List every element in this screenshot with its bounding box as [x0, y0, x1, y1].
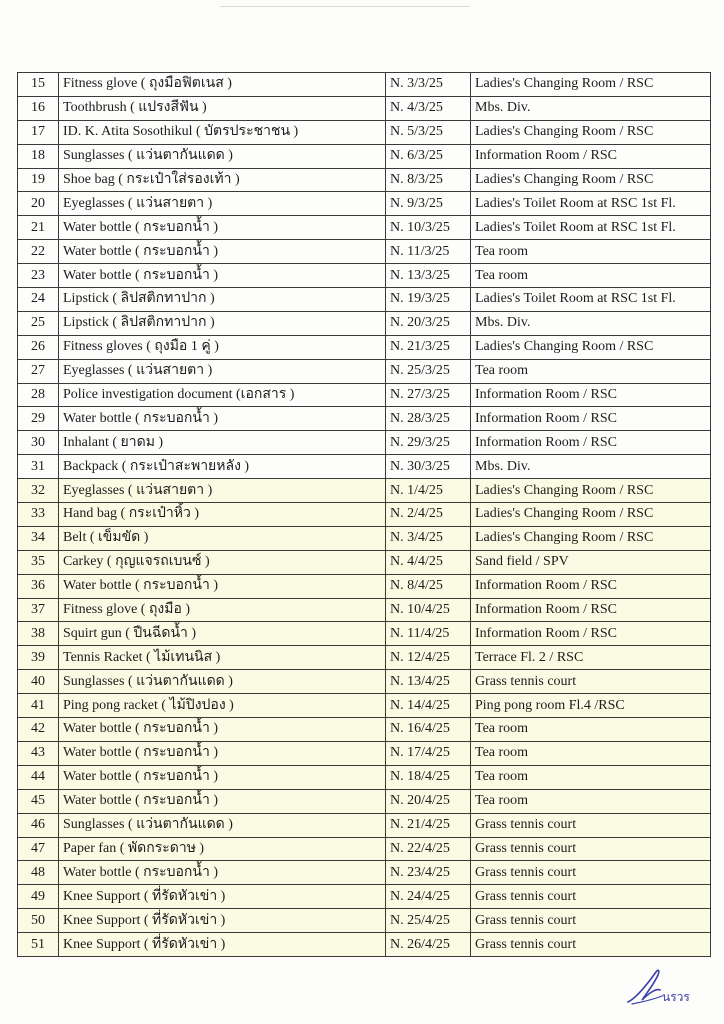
table-row — [18, 96, 711, 120]
row-number-cell: 16 — [18, 96, 59, 120]
table-row — [18, 120, 711, 144]
table-row — [18, 264, 711, 288]
item-code-cell: N. 16/4/25 — [386, 718, 471, 742]
item-description-cell: Fitness glove ( ถุงมือฟิตเนส ) — [59, 73, 386, 97]
table-row — [18, 861, 711, 885]
item-code-cell: N. 25/4/25 — [386, 909, 471, 933]
found-location-cell: Ladies's Changing Room / RSC — [471, 120, 711, 144]
table-row — [18, 574, 711, 598]
found-location-cell: Tea room — [471, 264, 711, 288]
table-row — [18, 694, 711, 718]
item-description-cell: Tennis Racket ( ไม้เทนนิส ) — [59, 646, 386, 670]
item-code-cell: N. 21/3/25 — [386, 335, 471, 359]
found-location-cell: Ladies's Changing Room / RSC — [471, 479, 711, 503]
item-description-cell: Water bottle ( กระบอกน้ำ ) — [59, 718, 386, 742]
found-location-cell: Ladies's Changing Room / RSC — [471, 503, 711, 527]
row-number-cell: 47 — [18, 837, 59, 861]
table-row — [18, 933, 711, 957]
item-code-cell: N. 24/4/25 — [386, 885, 471, 909]
item-code-cell: N. 10/3/25 — [386, 216, 471, 240]
item-code-cell: N. 2/4/25 — [386, 503, 471, 527]
item-description-cell: Police investigation document (เอกสาร ) — [59, 383, 386, 407]
item-description-cell: Water bottle ( กระบอกน้ำ ) — [59, 216, 386, 240]
row-number-cell: 43 — [18, 741, 59, 765]
item-description-cell: Paper fan ( พัดกระดาษ ) — [59, 837, 386, 861]
item-code-cell: N. 12/4/25 — [386, 646, 471, 670]
table-row — [18, 598, 711, 622]
item-code-cell: N. 8/4/25 — [386, 574, 471, 598]
item-description-cell: Lipstick ( ลิปสติกทาปาก ) — [59, 311, 386, 335]
table-row — [18, 526, 711, 550]
found-location-cell: Information Room / RSC — [471, 598, 711, 622]
item-code-cell: N. 11/3/25 — [386, 240, 471, 264]
item-code-cell: N. 23/4/25 — [386, 861, 471, 885]
row-number-cell: 22 — [18, 240, 59, 264]
found-location-cell: Tea room — [471, 240, 711, 264]
found-location-cell: Ladies's Changing Room / RSC — [471, 526, 711, 550]
item-code-cell: N. 22/4/25 — [386, 837, 471, 861]
found-location-cell: Information Room / RSC — [471, 144, 711, 168]
row-number-cell: 32 — [18, 479, 59, 503]
item-description-cell: Water bottle ( กระบอกน้ำ ) — [59, 264, 386, 288]
found-location-cell: Ladies's Toilet Room at RSC 1st Fl. — [471, 216, 711, 240]
found-location-cell: Tea room — [471, 741, 711, 765]
item-code-cell: N. 30/3/25 — [386, 455, 471, 479]
found-location-cell: Mbs. Div. — [471, 311, 711, 335]
row-number-cell: 27 — [18, 359, 59, 383]
table-row — [18, 359, 711, 383]
item-code-cell: N. 20/4/25 — [386, 789, 471, 813]
table-row — [18, 383, 711, 407]
found-location-cell: Grass tennis court — [471, 933, 711, 957]
item-description-cell: Sunglasses ( แว่นตากันแดด ) — [59, 670, 386, 694]
item-description-cell: Eyeglasses ( แว่นสายตา ) — [59, 359, 386, 383]
item-code-cell: N. 4/4/25 — [386, 550, 471, 574]
item-description-cell: Water bottle ( กระบอกน้ำ ) — [59, 741, 386, 765]
item-description-cell: Water bottle ( กระบอกน้ำ ) — [59, 789, 386, 813]
signature-initials: นรวร — [662, 990, 690, 1004]
item-code-cell: N. 29/3/25 — [386, 431, 471, 455]
row-number-cell: 37 — [18, 598, 59, 622]
table-row — [18, 885, 711, 909]
table-row — [18, 718, 711, 742]
found-location-cell: Sand field / SPV — [471, 550, 711, 574]
table-row — [18, 288, 711, 312]
row-number-cell: 44 — [18, 765, 59, 789]
item-code-cell: N. 6/3/25 — [386, 144, 471, 168]
item-code-cell: N. 21/4/25 — [386, 813, 471, 837]
item-description-cell: Sunglasses ( แว่นตากันแดด ) — [59, 144, 386, 168]
item-description-cell: Fitness glove ( ถุงมือ ) — [59, 598, 386, 622]
item-description-cell: Inhalant ( ยาดม ) — [59, 431, 386, 455]
item-code-cell: N. 13/4/25 — [386, 670, 471, 694]
table-row — [18, 407, 711, 431]
found-location-cell: Information Room / RSC — [471, 407, 711, 431]
table-row — [18, 168, 711, 192]
item-code-cell: N. 28/3/25 — [386, 407, 471, 431]
table-row — [18, 741, 711, 765]
item-code-cell: N. 5/3/25 — [386, 120, 471, 144]
item-code-cell: N. 25/3/25 — [386, 359, 471, 383]
row-number-cell: 19 — [18, 168, 59, 192]
found-location-cell: Grass tennis court — [471, 909, 711, 933]
row-number-cell: 39 — [18, 646, 59, 670]
found-location-cell: Information Room / RSC — [471, 574, 711, 598]
found-location-cell: Ladies's Toilet Room at RSC 1st Fl. — [471, 288, 711, 312]
row-number-cell: 33 — [18, 503, 59, 527]
table-row — [18, 789, 711, 813]
item-description-cell: Shoe bag ( กระเป๋าใส่รองเท้า ) — [59, 168, 386, 192]
table-row — [18, 909, 711, 933]
found-location-cell: Tea room — [471, 718, 711, 742]
item-code-cell: N. 13/3/25 — [386, 264, 471, 288]
row-number-cell: 48 — [18, 861, 59, 885]
item-description-cell: Knee Support ( ที่รัดหัวเข่า ) — [59, 933, 386, 957]
row-number-cell: 21 — [18, 216, 59, 240]
table-row — [18, 455, 711, 479]
row-number-cell: 40 — [18, 670, 59, 694]
item-code-cell: N. 27/3/25 — [386, 383, 471, 407]
item-description-cell: Ping pong racket ( ไม้ปิงปอง ) — [59, 694, 386, 718]
row-number-cell: 20 — [18, 192, 59, 216]
item-description-cell: Knee Support ( ที่รัดหัวเข่า ) — [59, 909, 386, 933]
item-description-cell: Lipstick ( ลิปสติกทาปาก ) — [59, 288, 386, 312]
item-description-cell: Water bottle ( กระบอกน้ำ ) — [59, 765, 386, 789]
found-location-cell: Mbs. Div. — [471, 455, 711, 479]
item-code-cell: N. 14/4/25 — [386, 694, 471, 718]
item-code-cell: N. 3/4/25 — [386, 526, 471, 550]
item-description-cell: Carkey ( กุญแจรถเบนซ์ ) — [59, 550, 386, 574]
found-location-cell: Grass tennis court — [471, 837, 711, 861]
row-number-cell: 30 — [18, 431, 59, 455]
row-number-cell: 49 — [18, 885, 59, 909]
row-number-cell: 25 — [18, 311, 59, 335]
item-description-cell: Belt ( เข็มขัด ) — [59, 526, 386, 550]
item-description-cell: Fitness gloves ( ถุงมือ 1 คู่ ) — [59, 335, 386, 359]
table-row — [18, 813, 711, 837]
found-location-cell: Ladies's Changing Room / RSC — [471, 335, 711, 359]
table-row — [18, 73, 711, 97]
item-description-cell: Knee Support ( ที่รัดหัวเข่า ) — [59, 885, 386, 909]
table-row — [18, 335, 711, 359]
table-row — [18, 311, 711, 335]
row-number-cell: 36 — [18, 574, 59, 598]
item-code-cell: N. 10/4/25 — [386, 598, 471, 622]
found-location-cell: Ladies's Toilet Room at RSC 1st Fl. — [471, 192, 711, 216]
found-location-cell: Grass tennis court — [471, 861, 711, 885]
table-row — [18, 216, 711, 240]
found-location-cell: Ladies's Changing Room / RSC — [471, 168, 711, 192]
item-description-cell: Water bottle ( กระบอกน้ำ ) — [59, 407, 386, 431]
item-code-cell: N. 20/3/25 — [386, 311, 471, 335]
row-number-cell: 35 — [18, 550, 59, 574]
found-location-cell: Tea room — [471, 789, 711, 813]
table-row — [18, 240, 711, 264]
found-location-cell: Grass tennis court — [471, 813, 711, 837]
found-location-cell: Tea room — [471, 765, 711, 789]
item-description-cell: Squirt gun ( ปืนฉีดน้ำ ) — [59, 622, 386, 646]
table-row — [18, 479, 711, 503]
item-description-cell: Water bottle ( กระบอกน้ำ ) — [59, 574, 386, 598]
item-description-cell: Hand bag ( กระเป๋าหิ้ว ) — [59, 503, 386, 527]
table-row — [18, 431, 711, 455]
row-number-cell: 34 — [18, 526, 59, 550]
row-number-cell: 50 — [18, 909, 59, 933]
item-code-cell: N. 19/3/25 — [386, 288, 471, 312]
found-location-cell: Terrace Fl. 2 / RSC — [471, 646, 711, 670]
table-row — [18, 550, 711, 574]
found-location-cell: Ping pong room Fl.4 /RSC — [471, 694, 711, 718]
row-number-cell: 51 — [18, 933, 59, 957]
found-location-cell: Grass tennis court — [471, 670, 711, 694]
found-location-cell: Information Room / RSC — [471, 431, 711, 455]
row-number-cell: 29 — [18, 407, 59, 431]
item-description-cell: Water bottle ( กระบอกน้ำ ) — [59, 240, 386, 264]
item-code-cell: N. 17/4/25 — [386, 741, 471, 765]
item-code-cell: N. 26/4/25 — [386, 933, 471, 957]
table-body — [18, 73, 711, 957]
item-description-cell: Eyeglasses ( แว่นสายตา ) — [59, 479, 386, 503]
table-row — [18, 646, 711, 670]
item-description-cell: Eyeglasses ( แว่นสายตา ) — [59, 192, 386, 216]
item-code-cell: N. 18/4/25 — [386, 765, 471, 789]
table-row — [18, 144, 711, 168]
item-code-cell: N. 11/4/25 — [386, 622, 471, 646]
found-location-cell: Tea room — [471, 359, 711, 383]
row-number-cell: 45 — [18, 789, 59, 813]
row-number-cell: 31 — [18, 455, 59, 479]
row-number-cell: 23 — [18, 264, 59, 288]
item-description-cell: Sunglasses ( แว่นตากันแดด ) — [59, 813, 386, 837]
found-location-cell: Ladies's Changing Room / RSC — [471, 73, 711, 97]
row-number-cell: 28 — [18, 383, 59, 407]
item-description-cell: Toothbrush ( แปรงสีฟัน ) — [59, 96, 386, 120]
row-number-cell: 26 — [18, 335, 59, 359]
item-code-cell: N. 3/3/25 — [386, 73, 471, 97]
item-code-cell: N. 1/4/25 — [386, 479, 471, 503]
lost-items-table — [17, 72, 711, 957]
top-divider — [220, 6, 470, 7]
item-code-cell: N. 9/3/25 — [386, 192, 471, 216]
item-description-cell: Water bottle ( กระบอกน้ำ ) — [59, 861, 386, 885]
table-row — [18, 837, 711, 861]
table-row — [18, 192, 711, 216]
table-row — [18, 670, 711, 694]
row-number-cell: 15 — [18, 73, 59, 97]
row-number-cell: 38 — [18, 622, 59, 646]
found-location-cell: Information Room / RSC — [471, 622, 711, 646]
row-number-cell: 18 — [18, 144, 59, 168]
item-code-cell: N. 8/3/25 — [386, 168, 471, 192]
table-row — [18, 503, 711, 527]
item-description-cell: ID. K. Atita Sosothikul ( บัตรประชาชน ) — [59, 120, 386, 144]
row-number-cell: 46 — [18, 813, 59, 837]
row-number-cell: 24 — [18, 288, 59, 312]
found-location-cell: Mbs. Div. — [471, 96, 711, 120]
item-description-cell: Backpack ( กระเป๋าสะพายหลัง ) — [59, 455, 386, 479]
row-number-cell: 17 — [18, 120, 59, 144]
row-number-cell: 42 — [18, 718, 59, 742]
row-number-cell: 41 — [18, 694, 59, 718]
table-row — [18, 622, 711, 646]
item-code-cell: N. 4/3/25 — [386, 96, 471, 120]
found-location-cell: Information Room / RSC — [471, 383, 711, 407]
found-location-cell: Grass tennis court — [471, 885, 711, 909]
table-row — [18, 765, 711, 789]
